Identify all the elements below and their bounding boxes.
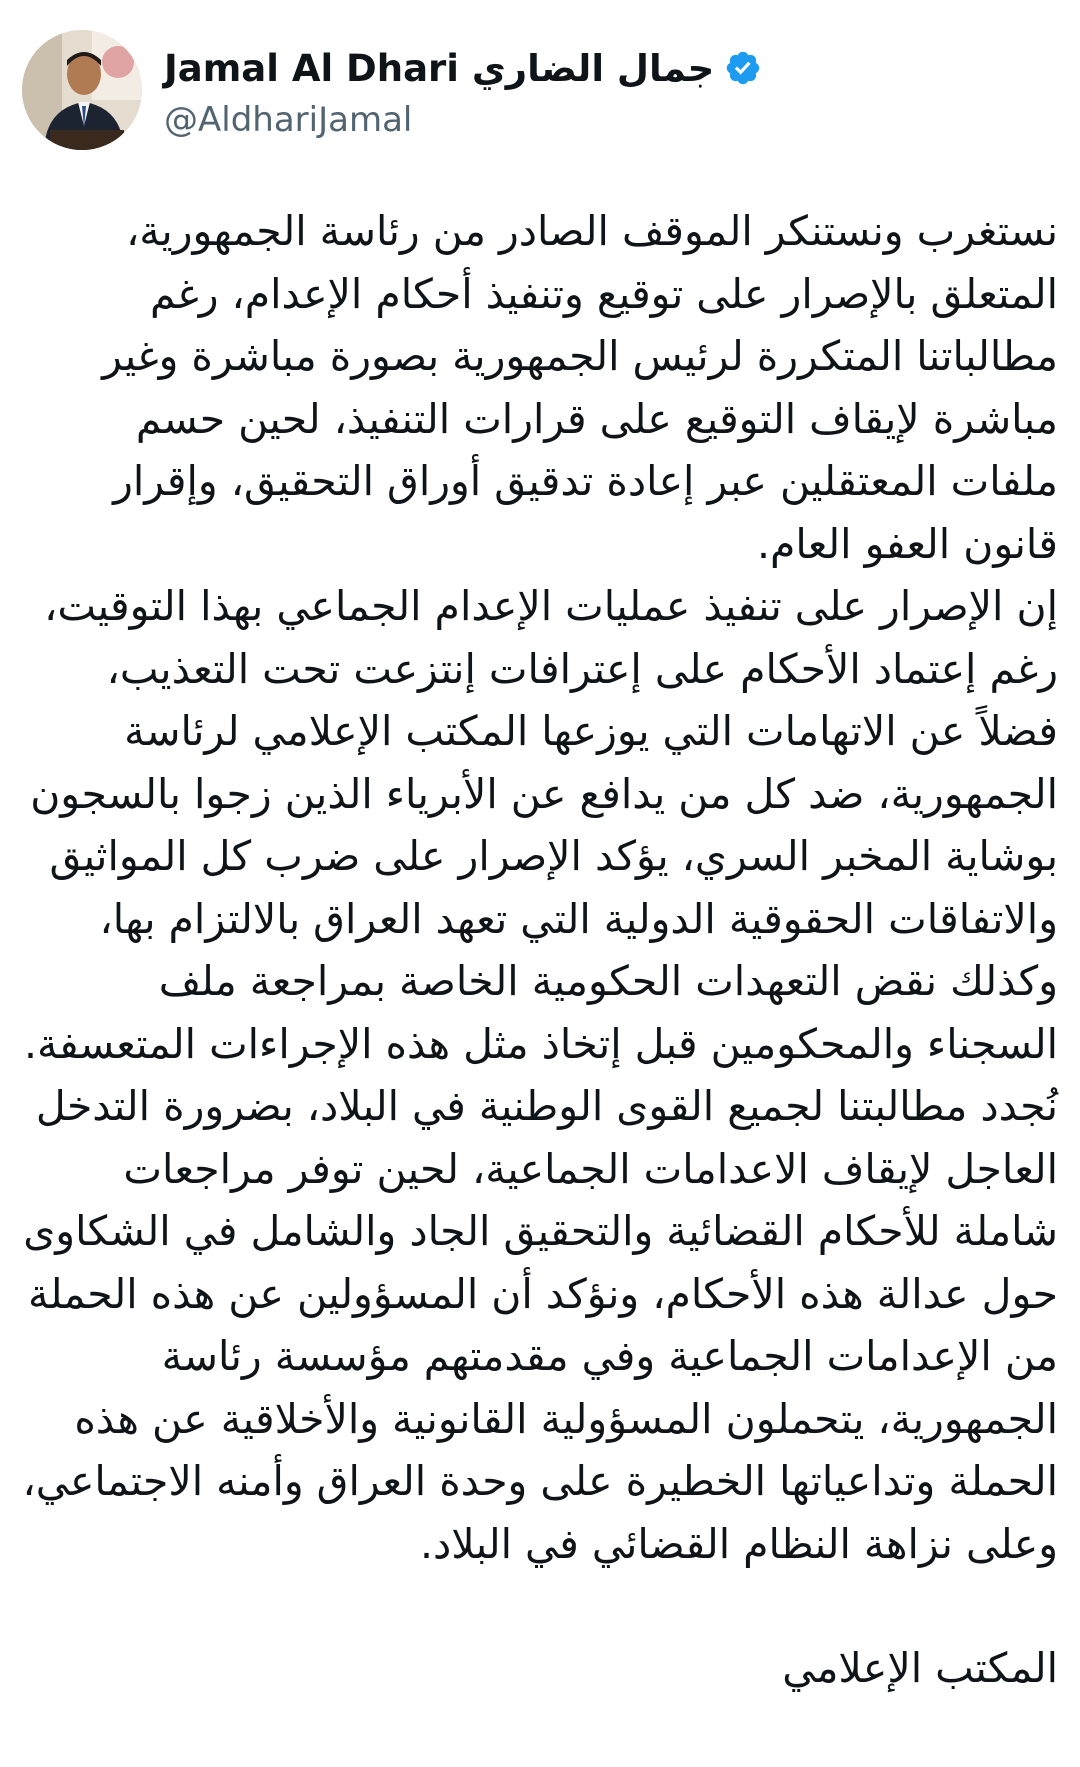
tweet-body <box>22 200 1058 1700</box>
tweet-paragraph: نُجدد مطالبتنا لجميع القوى الوطنية في البلاد، بضرورة التدخل العاجل لإيقاف الاعدامات الجماعية، لحين توفر مراجعات شاملة للأحكام القضائية والتحقيق الجاد والشامل في الشكاوى حول عدالة هذه الأحكام، ونؤكد أن المسؤولين عن هذه الحملة من الإعدامات الجماعية وفي مقدمتهم مؤسسة رئاسة الجمهورية، يتحملون المسؤولية القانونية والأخلاقية عن هذه الحملة وتداعياتها الخطيرة على وحدة العراق وأمنه الاجتماعي، وعلى نزاهة النظام القضائي في البلاد. <box>22 1082 1058 1568</box>
tweet-paragraph: نستغرب ونستنكر الموقف الصادر من رئاسة الجمهورية، المتعلق بالإصرار على توقيع وتنفيذ أحكام الإعدام، رغم مطالباتنا المتكررة لرئيس الجمهورية بصورة مباشرة وغير مباشرة لإيقاف التوقيع على قرارات التنفيذ، لحين حسم ملفات المعتقلين عبر إعادة تدقيق أوراق التحقيق، وإقرار قانون العفو العام. <box>102 207 1058 568</box>
tweet-header <box>22 30 762 150</box>
tweet-paragraph: إن الإصرار على تنفيذ عمليات الإعدام الجماعي بهذا التوقيت، رغم إعتماد الأحكام على إعترافات إنتزعت تحت التعذيب، فضلاً عن الاتهامات التي يوزعها المكتب الإعلامي لرئاسة الجمهورية، ضد كل من يدافع عن الأبرياء الذين زجوا بالسجون بوشاية المخبر السري، يؤكد الإصرار على ضرب كل المواثيق والاتفاقات الحقوقية الدولية التي تعهد العراق بالالتزام بها، وكذلك نقض التعهدات الحكومية الخاصة بمراجعة ملف السجناء والمحكومين قبل إتخاذ مثل هذه الإجراءات المتعسفة. <box>23 582 1058 1068</box>
author-handle[interactable]: @AldhariJamal <box>164 100 413 140</box>
profile-photo-icon <box>22 30 142 150</box>
avatar[interactable] <box>22 30 142 150</box>
verified-badge-icon <box>724 49 762 87</box>
tweet-signature: المكتب الإعلامي <box>782 1644 1058 1692</box>
author-display-name[interactable]: Jamal Al Dhari جمال الضاري <box>164 46 715 90</box>
